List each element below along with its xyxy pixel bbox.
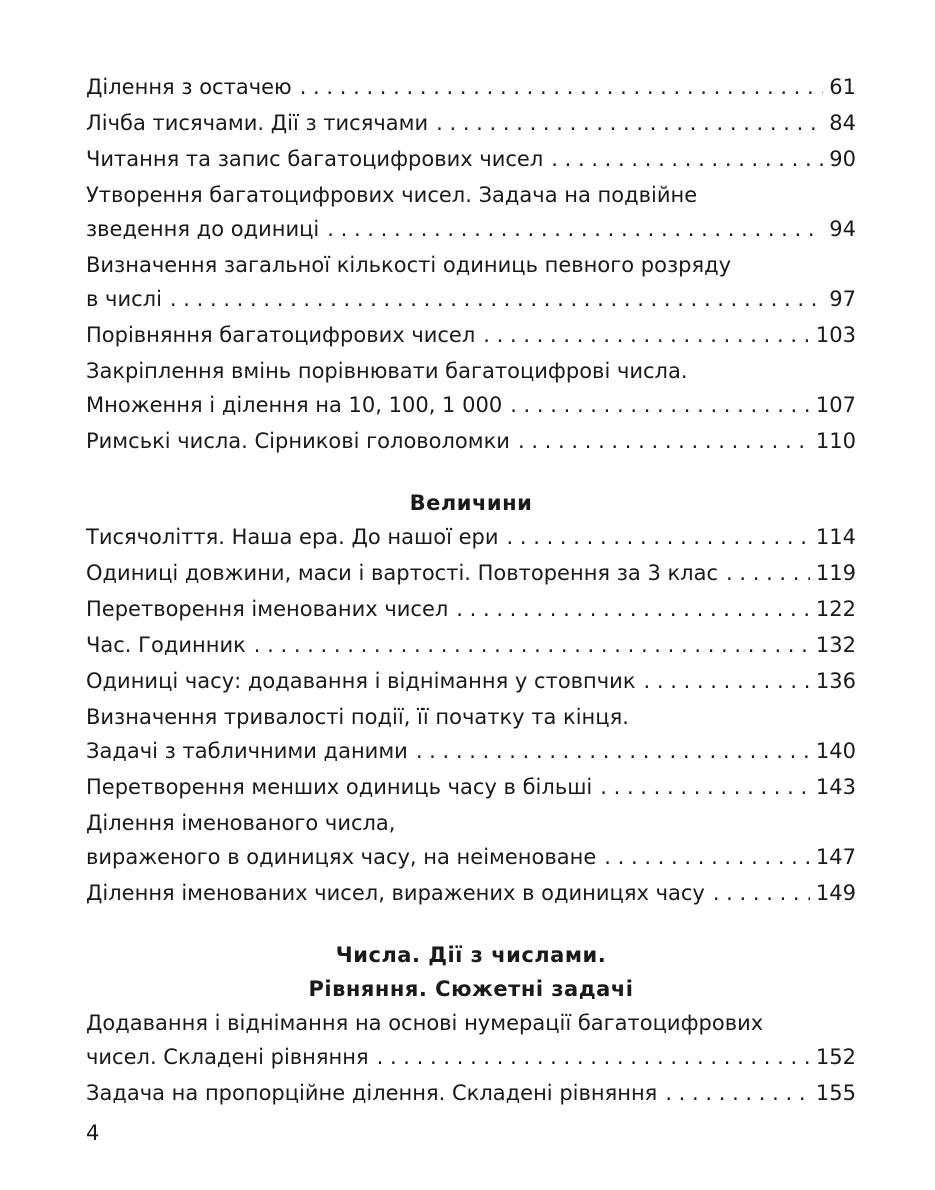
toc-entry-page: 110 bbox=[815, 429, 856, 453]
toc-entry-page: 143 bbox=[815, 775, 856, 799]
toc-entry-title: зведення до одиниці bbox=[86, 217, 320, 241]
toc-entry-title: Перетворення менших одиниць часу в більші bbox=[86, 775, 593, 799]
toc-entry-page: 132 bbox=[815, 633, 856, 657]
dot-leader bbox=[170, 282, 823, 316]
page-number: 4 bbox=[86, 1121, 100, 1145]
toc-entry[interactable] bbox=[86, 318, 856, 352]
dot-leader bbox=[604, 840, 810, 874]
dot-leader bbox=[518, 424, 810, 458]
dot-leader bbox=[456, 592, 810, 626]
toc-entry-title: Час. Годинник bbox=[86, 633, 246, 657]
dot-leader bbox=[436, 106, 823, 140]
dot-leader bbox=[665, 1076, 810, 1110]
toc-entry[interactable] bbox=[86, 1076, 856, 1110]
toc-entry-title: Одиниці часу: додавання і віднімання у стовпчик bbox=[86, 669, 636, 693]
toc-entry-page: 107 bbox=[815, 393, 856, 417]
dot-leader bbox=[327, 212, 823, 246]
toc-entry-title-line1: Визначення тривалості події, її початку та кінця. bbox=[86, 705, 629, 729]
toc-entry-page: 84 bbox=[829, 111, 856, 135]
toc-entry-title: Ділення з остачею bbox=[86, 75, 292, 99]
toc-entry[interactable] bbox=[86, 664, 856, 698]
toc-entry[interactable] bbox=[86, 106, 856, 140]
toc-entry[interactable] bbox=[86, 354, 856, 422]
dot-leader bbox=[551, 142, 823, 176]
toc-entry-page: 147 bbox=[815, 845, 856, 869]
toc-entry-title-line1: Ділення іменованого числа, bbox=[86, 811, 396, 835]
dot-leader bbox=[644, 664, 810, 698]
toc-entry-title-line1: Визначення загальної кількості одиниць певного розряду bbox=[86, 253, 732, 277]
toc-entry[interactable] bbox=[86, 556, 856, 590]
toc-entry[interactable] bbox=[86, 520, 856, 554]
toc-entry[interactable] bbox=[86, 178, 856, 246]
toc-entry-page: 97 bbox=[829, 287, 856, 311]
toc-entry[interactable] bbox=[86, 70, 856, 104]
toc-entry-page: 149 bbox=[815, 881, 856, 905]
toc-entry[interactable] bbox=[86, 424, 856, 458]
toc-entry-page: 152 bbox=[815, 1045, 856, 1069]
dot-leader bbox=[507, 520, 810, 554]
dot-leader bbox=[510, 388, 810, 422]
toc-entry[interactable] bbox=[86, 770, 856, 804]
toc-section-numbers-equations bbox=[86, 938, 856, 1110]
toc-entry-title: Множення і ділення на 10, 100, 1 000 bbox=[86, 393, 503, 417]
toc-entry-title: Читання та запис багатоцифрових чисел bbox=[86, 147, 544, 171]
dot-leader bbox=[416, 734, 810, 768]
table-of-contents bbox=[86, 70, 856, 1112]
toc-entry-page: 94 bbox=[829, 217, 856, 241]
dot-leader bbox=[600, 770, 810, 804]
toc-entry-title: Перетворення іменованих чисел bbox=[86, 597, 449, 621]
section-heading: Величини bbox=[409, 491, 533, 515]
toc-entry-title-line1: Додавання і віднімання на основі нумерації багатоцифрових bbox=[86, 1011, 764, 1035]
toc-entry-page: 122 bbox=[815, 597, 856, 621]
toc-entry-title: Одиниці довжини, маси і вартості. Повторення за 3 клас bbox=[86, 561, 719, 585]
toc-entry[interactable] bbox=[86, 628, 856, 662]
toc-entry-title: вираженого в одиницях часу, на неіменоване bbox=[86, 845, 597, 869]
toc-entry-title: чисел. Складені рівняння bbox=[86, 1045, 369, 1069]
toc-entry[interactable] bbox=[86, 876, 856, 910]
toc-entry-title-line1: Утворення багатоцифрових чисел. Задача на подвійне bbox=[86, 183, 698, 207]
toc-entry-page: 155 bbox=[815, 1081, 856, 1105]
toc-entry[interactable] bbox=[86, 142, 856, 176]
dot-leader bbox=[254, 628, 810, 662]
toc-entry-page: 119 bbox=[815, 561, 856, 585]
toc-entry-title: Задачі з табличними даними bbox=[86, 739, 408, 763]
toc-entry[interactable] bbox=[86, 700, 856, 768]
dot-leader bbox=[713, 876, 810, 910]
dot-leader bbox=[377, 1040, 810, 1074]
toc-entry-title: Лічба тисячами. Дії з тисячами bbox=[86, 111, 429, 135]
toc-entry-title: в числі bbox=[86, 287, 162, 311]
toc-entry[interactable] bbox=[86, 248, 856, 316]
section-heading: Числа. Дії з числами. bbox=[335, 943, 607, 967]
toc-entry-title: Порівняння багатоцифрових чисел bbox=[86, 323, 476, 347]
toc-entry[interactable] bbox=[86, 592, 856, 626]
toc-entry-title: Тисячоліття. Наша ера. До нашої ери bbox=[86, 525, 499, 549]
toc-entry-page: 114 bbox=[815, 525, 856, 549]
toc-entry[interactable] bbox=[86, 806, 856, 874]
dot-leader bbox=[483, 318, 810, 352]
section-heading-line2: Рівняння. Сюжетні задачі bbox=[308, 977, 634, 1001]
dot-leader bbox=[726, 556, 810, 590]
toc-entry-title: Римські числа. Сірникові головоломки bbox=[86, 429, 510, 453]
toc-section-numeration bbox=[86, 70, 856, 458]
toc-section-quantities bbox=[86, 486, 856, 910]
toc-entry-page: 90 bbox=[829, 147, 856, 171]
toc-entry-page: 136 bbox=[815, 669, 856, 693]
toc-entry-title: Задача на пропорційне ділення. Складені рівняння bbox=[86, 1081, 658, 1105]
toc-entry-title: Ділення іменованих чисел, виражених в одиницях часу bbox=[86, 881, 705, 905]
toc-entry[interactable] bbox=[86, 1006, 856, 1074]
toc-entry-page: 103 bbox=[815, 323, 856, 347]
toc-entry-page: 61 bbox=[829, 75, 856, 99]
toc-entry-title-line1: Закріплення вмінь порівнювати багатоцифрові числа. bbox=[86, 359, 688, 383]
dot-leader bbox=[300, 70, 824, 104]
toc-entry-page: 140 bbox=[815, 739, 856, 763]
